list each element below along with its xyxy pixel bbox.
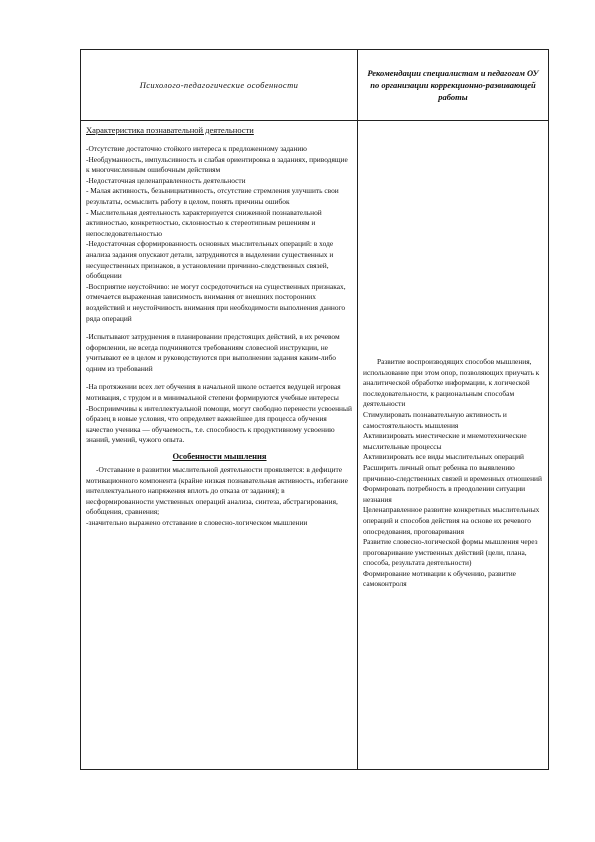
section-title-thinking: Особенности мышления (172, 451, 267, 462)
header-cell-features (81, 50, 358, 121)
header-cell-recommendations (358, 50, 549, 121)
table-body-row (81, 121, 549, 770)
table-header-row (81, 50, 549, 121)
recommendation-item: Развитие словесно-логической формы мышления через проговаривание умственных действий (цели, плана, способа, результата деятельности) (363, 537, 538, 568)
recommendations-table (80, 49, 549, 770)
list-item: -Необдуманность, импульсивность и слабая ориентировка в заданиях, приводящие к многочисленным ошибочным действиям (86, 154, 348, 175)
recommendation-item: Стимулировать познавательную активность и самостоятельность мышления (363, 409, 507, 430)
recommendation-item: Активизировать мнестические и мнемотехнические мыслительные процессы (363, 431, 527, 451)
list-item: -Восприимчивы к интеллектуальной помощи, могут свободно перенести усвоенный образец в новые условия, что определяет важнейшее для процесса обучения качество ученика — обучаемость, т.е. способность к продуктивному усвоению знаний, умений, чужого опыта. (86, 403, 352, 445)
list-item: - Мыслительная деятельность характеризуется сниженной познавательной активностью, конкретностью, склонностью к стереотипным решениям и непоследовательностью (86, 207, 322, 238)
features-cell (81, 121, 358, 770)
list-item: -Отсутствие достаточно стойкого интереса к предложенному заданию (86, 144, 307, 153)
recommendation-item: Развитие воспроизводящих способов мышления, использование при этом опор, позволяющих приучать к аналитической обработке информации, к логической последовательности, к рациональным способам деятельности (363, 357, 540, 409)
list-item: -Недостаточная сформированность основных мыслительных операций: в ходе анализа задания опускают детали, затрудняются в выделении существенных и несущественных признаков, в установлении причинно-следственных связей, обобщении (86, 239, 334, 281)
list-item: -Отставание в развитии мыслительной деятельности проявляется: в дефиците мотивационного компонента (крайне низкая познавательная активность, избегание интеллектуального напряжения вплоть до отказа от задания); в несформированности умственных операций анализа, синтеза, абстрагирования, обобщения, сравнения; (86, 465, 348, 517)
recommendation-item: Формировать потребность в преодолении ситуации незнания (363, 484, 526, 504)
header-left-text: Психолого-педагогические особенности (139, 80, 299, 90)
recommendation-item: Целенаправленное развитие конкретных мыслительных операций и способов действия на основе их речевого опосредования, проговаривания (363, 505, 540, 536)
section-title-cognitive: Характеристика познавательной деятельности (86, 125, 254, 135)
list-item: -Восприятие неустойчиво: не могут сосредоточиться на существенных признаках, отмечается выраженная зависимость внимания от внешних посторонних воздействий и неустойчивость внимания при необходимости выполнения данного ряда операций (86, 281, 346, 323)
recommendation-item: Формирование мотивации к обучению, развитие самоконтроля (363, 568, 516, 589)
list-item: -На протяжении всех лет обучения в начальной школе остается ведущей игровая мотивация, с трудом и в минимальной степени формируются учебные интересы (86, 382, 341, 403)
list-item: -Испытывают затруднения в планировании предстоящих действий, в их речевом оформлении, не всегда подчиняются требованиям словесной инструкции, не учитывают ее в целом и руководствуются при выполнении задания каким-либо одним из требований (86, 332, 340, 373)
recommendation-item: Активизировать все виды мыслительных операций (363, 452, 524, 462)
recommendations-cell (358, 121, 549, 770)
header-right-text: Рекомендации специалистам и педагогам ОУ по организации коррекционно-развивающей работы (367, 68, 539, 102)
list-item: - Малая активность, безынициативность, отсутствие стремления улучшить свои результаты, осмыслить работу в целом, понять причины ошибок (86, 186, 339, 206)
recommendations-list (363, 121, 545, 590)
list-item: -значительно выражено отставание в словесно-логическом мышлении (86, 518, 308, 527)
recommendation-item: Расширить личный опыт ребенка по выявлению причинно-следственных связей и временных отношений (363, 462, 542, 483)
list-item: -Недостаточная целенаправленность деятельности (86, 175, 246, 185)
